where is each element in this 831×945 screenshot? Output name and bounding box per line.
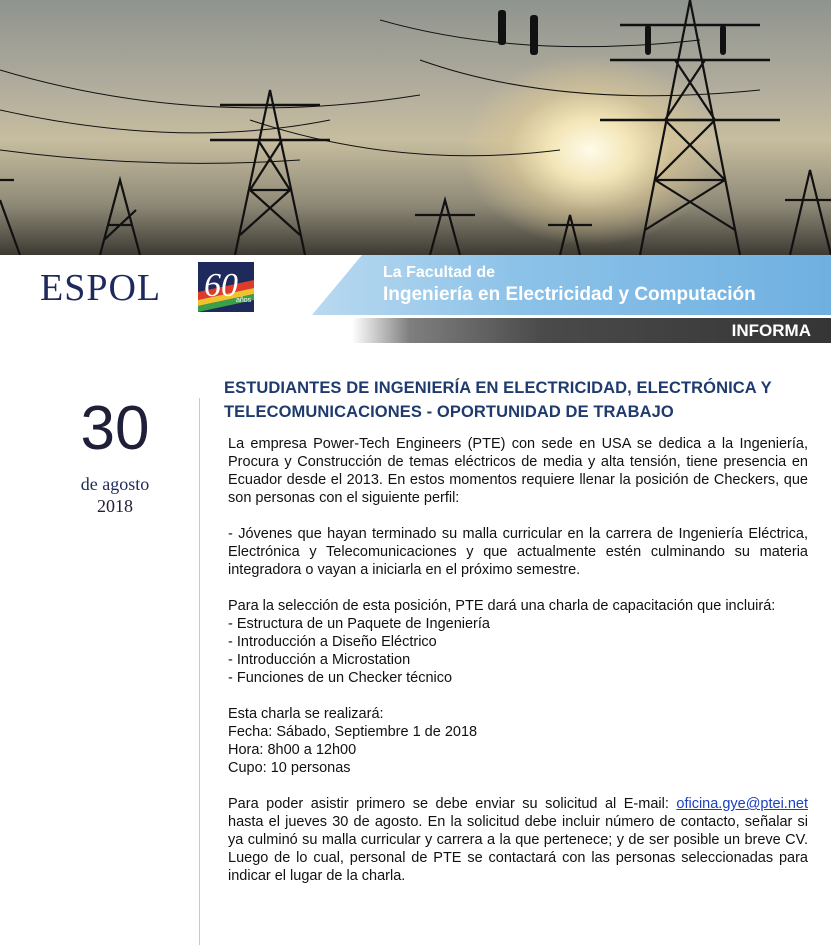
event-time: Hora: 8h00 a 12h00 [228, 742, 357, 758]
apply-before-email: Para poder asistir primero se debe enviar su solicitud al E-mail: [228, 796, 669, 812]
title-line-2: TELECOMUNICACIONES - OPORTUNIDAD DE TRABAJO [224, 403, 674, 421]
topic-item: - Funciones de un Checker técnico [228, 670, 453, 686]
title-line-1: ESTUDIANTES DE INGENIERÍA EN ELECTRICIDAD, ELECTRÓNICA Y [224, 379, 772, 397]
event-date: Fecha: Sábado, Septiembre 1 de 2018 [228, 724, 478, 740]
anniversary-label: años [236, 297, 252, 304]
hero-power-towers-image [0, 0, 831, 255]
section-label: INFORMA [731, 321, 811, 340]
article-title [224, 376, 824, 424]
faculty-prefix: La Facultad de [383, 264, 496, 281]
topic-item: - Estructura de un Paquete de Ingeniería [228, 616, 490, 632]
training-intro: Para la selección de esta posición, PTE dará una charla de capacitación que incluirá: [228, 598, 776, 614]
intro-paragraph: La empresa Power-Tech Engineers (PTE) con sede en USA se dedica a la Ingeniería, Procura y Construcción de temas eléctricos de media y alta tensión, tiene presencia en Ecuador desde el 2013. En estos momentos requiere llenar la posición de Checkers, que son personas con el siguiente perfil: [228, 436, 808, 506]
date-month: de agosto [80, 474, 150, 494]
sixty-years-logo-icon [198, 262, 254, 312]
email-link[interactable]: oficina.gye@ptei.net [676, 796, 808, 812]
apply-after-email: hasta el jueves 30 de agosto. En la solicitud debe incluir número de contacto, señalar si ya culminó su malla curricular y carrera a la que pertenece; y de ser posible un breve CV. Luego de lo cual, personal de PTE se contactará con las personas seleccionadas para indicar el lugar de la charla. [228, 814, 808, 884]
topic-item: - Introducción a Microstation [228, 652, 411, 668]
profile-paragraph: - Jóvenes que hayan terminado su malla curricular en la carrera de Ingeniería Eléctrica, Electrónica y Telecomunicaciones y que actualmente estén culminando su materia integradora o vayan a iniciarla en el próximo semestre. [228, 526, 808, 578]
event-heading: Esta charla se realizará: [228, 706, 384, 722]
espol-logo-text: ESPOL [40, 267, 162, 309]
date-year: 2018 [97, 496, 133, 516]
event-capacity: Cupo: 10 personas [228, 760, 351, 776]
power-towers-illustration [0, 0, 831, 255]
article-body [228, 435, 808, 885]
date-day: 30 [80, 394, 150, 463]
apply-paragraph [228, 795, 808, 885]
column-divider [199, 398, 200, 945]
topic-item: - Introducción a Diseño Eléctrico [228, 634, 437, 650]
anniversary-number: 60 [204, 267, 238, 304]
faculty-name: Ingeniería en Electricidad y Computación [383, 284, 756, 305]
